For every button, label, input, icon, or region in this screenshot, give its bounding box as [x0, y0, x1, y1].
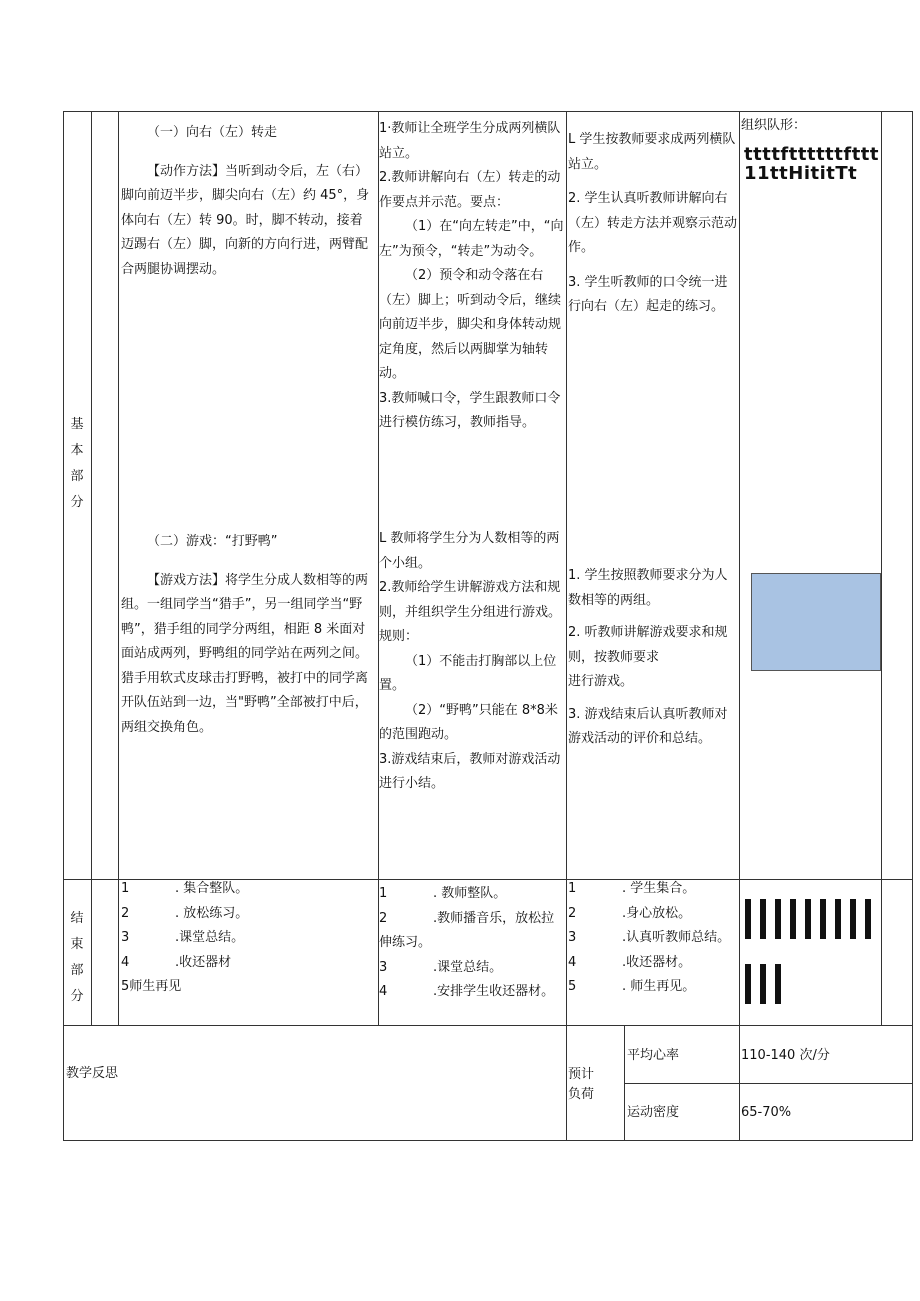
- ending-item: 4 .收还器材: [121, 954, 232, 970]
- basic-section-label: 基 本 部 分: [70, 417, 84, 510]
- sec2-method: 【游戏方法】将学生分成人数相等的两组。一组同学当“猎手”，另一组同学当“野鸭”，猎手组的同学分两组，相距 8 米面对面站成两列，野鸭组的同学站在两列之间。猎手用软式皮球击打野鸭，被打中的同学离开队伍站到一边，当"野鸭”全部被打中后，两组交换角色。: [121, 572, 369, 735]
- ending-student: [568, 877, 738, 1000]
- table-left-border: [63, 111, 64, 1141]
- sec1-title: （一）向右（左）转走: [147, 125, 278, 140]
- sec1-method: 【动作方法】当听到动令后，左（右）脚向前迈半步，脚尖向右（左）约 45°，身体向右（左）转 90。时，脚不转动，接着迈踢右（左）脚，向新的方向行进，两臂配合两腿协调摆动。: [121, 163, 370, 277]
- sec2-teacher-rules-label: 规则：: [379, 629, 419, 644]
- formation-bar: [805, 899, 811, 939]
- sec2-student-step-2: 2. 听教师讲解游戏要求和规则，按教师要求: [568, 625, 728, 665]
- sec2-content: [121, 530, 377, 740]
- sec2-student: [568, 564, 738, 752]
- density-value: 65-70%: [741, 1105, 792, 1120]
- ending-student-item: 5 . 师生再见。: [568, 979, 696, 994]
- ending-student-item: 2 .身心放松。: [568, 905, 692, 921]
- sec1-student-step-1: L 学生按教师要求成两列横队站立。: [568, 132, 736, 172]
- ending-item: 5师生再见: [121, 979, 182, 994]
- formation-bar: [745, 964, 751, 1004]
- ending-teacher-item: 4 .安排学生收还器材。: [379, 984, 555, 999]
- table-top-border: [63, 111, 913, 112]
- formation-bar: [790, 899, 796, 939]
- ending-student-item: 4 .收还器材。: [568, 954, 692, 970]
- ending-item: 1 . 集合整队。: [121, 881, 249, 896]
- column-divider-4: [566, 111, 567, 1141]
- sec1-student-step-2: 2. 学生认真听教师讲解向右（左）转走方法并观察示范动作。: [568, 191, 738, 255]
- column-divider-6: [739, 111, 740, 1141]
- sec2-student-step-1: 1. 学生按照教师要求分为人数相等的两组。: [568, 568, 728, 608]
- sec1-teacher: [379, 117, 565, 436]
- column-divider-5: [624, 1025, 625, 1141]
- column-divider-1: [91, 111, 92, 1026]
- ending-teacher-item: 2 .教师播音乐，放松拉伸练习。: [379, 910, 555, 950]
- sec1-content: [121, 121, 375, 282]
- formation-bar: [820, 899, 826, 939]
- formation-diagram-title: 组织队形：: [741, 118, 807, 133]
- formation-diagram: ttttfttttttfttt11ttHititTt: [744, 144, 880, 184]
- column-divider-2: [118, 111, 119, 1026]
- ending-item: 3 .课堂总结。: [121, 930, 245, 945]
- formation-bar: [865, 899, 871, 939]
- ending-item: 2 . 放松练习。: [121, 905, 249, 921]
- ending-section-label: 结 束 部 分: [70, 911, 84, 1004]
- sec2-teacher-step-2: 2.教师给学生讲解游戏方法和规则，并组织学生分组进行游戏。: [379, 580, 562, 620]
- formation-bar: [760, 964, 766, 1004]
- formation-bar: [835, 899, 841, 939]
- formation-bar: [775, 899, 781, 939]
- heart-rate-value: 110-140 次/分: [741, 1048, 830, 1063]
- column-divider-7: [881, 111, 882, 1026]
- footer-top-border: [63, 1025, 913, 1026]
- sec2-teacher-step-3: 3.游戏结束后，教师对游戏活动进行小结。: [379, 751, 561, 791]
- sec1-teacher-point-1: （1）在“向左转走”中，“向左”为预令，“转走”为动令。: [379, 219, 564, 259]
- formation-bar: [760, 899, 766, 939]
- game-field-diagram: [751, 573, 881, 671]
- sec1-teacher-point-2: （2）预令和动令落在右（左）脚上；听到动令后，继续向前迈半步，脚尖和身体转动规定角度，然后以两脚掌为轴转动。: [379, 268, 562, 381]
- heart-rate-label: 平均心率: [627, 1048, 680, 1063]
- formation-bar: [745, 899, 751, 939]
- ending-formation-row-1: [745, 899, 871, 939]
- sec2-title: （二）游戏：“打野鸭”: [147, 534, 278, 549]
- sec2-teacher-rule-1: （1）不能击打胸部以上位置。: [379, 653, 557, 693]
- table-bottom-border: [63, 1140, 913, 1141]
- sec1-student-step-3: 3. 学生听教师的口令统一进行向右（左）起走的练习。: [568, 274, 728, 314]
- sec2-teacher: [379, 527, 565, 797]
- ending-teacher-item: 1 . 教师整队。: [379, 886, 507, 901]
- density-label: 运动密度: [627, 1105, 680, 1120]
- ending-student-item: 1 . 学生集合。: [568, 881, 696, 896]
- table-right-border: [912, 111, 913, 1141]
- formation-bar: [775, 964, 781, 1004]
- sec2-teacher-rule-2: （2）“野鸭”只能在 8*8米的范围跑动。: [379, 702, 558, 742]
- sec2-student-step-3: 3. 游戏结束后认真听教师对游戏活动的评价和总结。: [568, 706, 728, 746]
- sec1-teacher-step-2: 2.教师讲解向右（左）转走的动作要点并示范。要点：: [379, 170, 561, 210]
- ending-teacher: [379, 882, 565, 1005]
- footer-middle-border: [624, 1083, 913, 1084]
- ending-teacher-item: 3 .课堂总结。: [379, 959, 503, 975]
- load-label: 预计负荷: [568, 1067, 595, 1102]
- sec2-teacher-step-1: L 教师将学生分为人数相等的两个小组。: [379, 531, 560, 571]
- sec1-teacher-step-3: 3.教师喊口令，学生跟教师口令进行模仿练习，教师指导。: [379, 390, 561, 430]
- sec1-student: [568, 128, 738, 320]
- reflection-label: 教学反思: [66, 1066, 119, 1081]
- ending-student-item: 3 .认真听教师总结。: [568, 930, 731, 945]
- sec1-teacher-step-1: 1·教师让全班学生分成两列横队站立。: [379, 121, 561, 161]
- ending-content: [121, 877, 375, 1000]
- formation-bar: [850, 899, 856, 939]
- sec2-student-step-2b: 进行游戏。: [568, 674, 634, 689]
- ending-formation-row-2: [745, 964, 781, 1004]
